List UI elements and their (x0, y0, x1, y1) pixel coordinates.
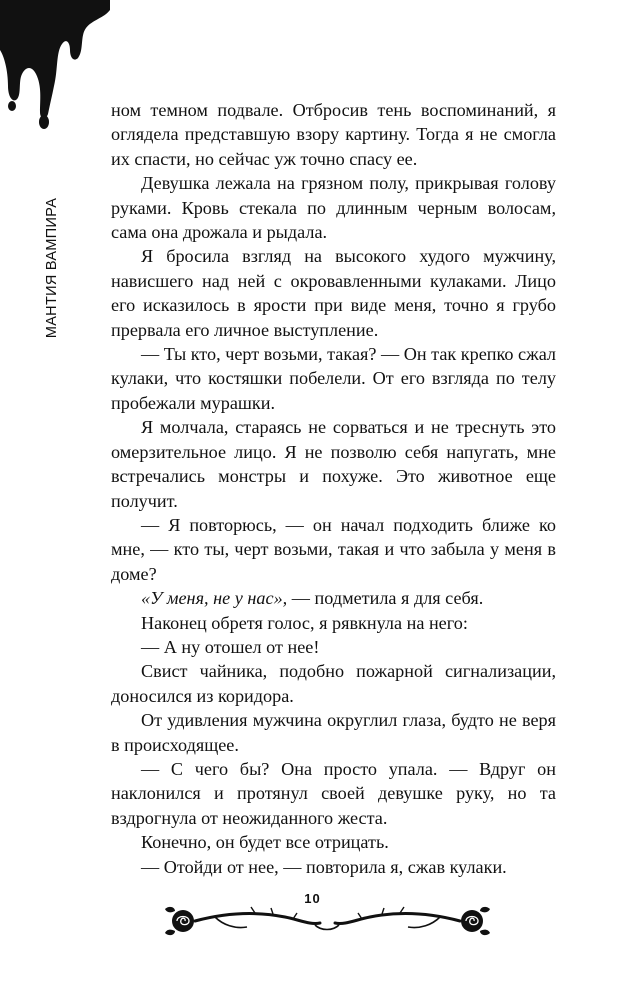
page-number: 10 (304, 891, 321, 906)
paragraph: — Ты кто, черт возьми, такая? — Он так крепко сжал кулаки, что костяшки побелели. От его взгляда по телу пробежали мурашки. (111, 344, 557, 413)
paragraph: — Отойди от нее, — повторила я, сжав кулаки. (141, 856, 507, 877)
rose-right-icon (461, 907, 490, 935)
paragraph: Я молчала, стараясь не сорваться и не треснуть это омерзительное лицо. Я не позволю себя напугать, мне встречались монстры и похуже. Это животное еще получит. (111, 417, 556, 511)
paragraph-tail: — подметила я для себя. (291, 588, 484, 609)
paragraph: ном темном подвале. Отбросив тень воспоминаний, я оглядела представшую взору картину. Тогда я не смогла их спасти, но сейчас уж точно спасу ее. (111, 100, 556, 169)
paragraph: Наконец обретя голос, я рявкнула на него: (141, 612, 468, 633)
paragraph: — А ну отошел от нее! (141, 636, 320, 657)
italic-quote: «У меня, не у нас», (141, 588, 288, 609)
page-body-text (111, 98, 556, 879)
paragraph: Конечно, он будет все отрицать. (141, 832, 389, 853)
paragraph-with-quote (111, 586, 556, 610)
paragraph: — Я повторюсь, — он начал подходить ближе ко мне, — кто ты, черт возьми, такая и что забыла у меня в доме? (111, 514, 556, 584)
paragraph: Я бросила взгляд на высокого худого мужчину, нависшего над ней с окровавленными кулаками. Лицо его исказилось в ярости при виде меня, точно я грубо прервала его личное выступление. (111, 246, 556, 340)
paragraph: Свист чайника, подобно пожарной сигнализации, доносился из коридора. (111, 661, 556, 706)
rose-left-icon (165, 907, 194, 935)
paragraph: Девушка лежала на грязном полу, прикрывая голову руками. Кровь стекала по длинным черным волосам, сама она дрожала и рыдала. (111, 173, 556, 243)
ink-drip-decoration (0, 0, 110, 160)
book-title-vertical: МАНТИЯ ВАМПИРА (44, 197, 60, 339)
paragraph: От удивления мужчина округлил глаза, будто не веря в происходящее. (111, 710, 556, 755)
paragraph: — С чего бы? Она просто упала. — Вдруг он наклонился и протянул своей девушке руку, но та вздрогнула от неожиданного жеста. (111, 758, 556, 828)
